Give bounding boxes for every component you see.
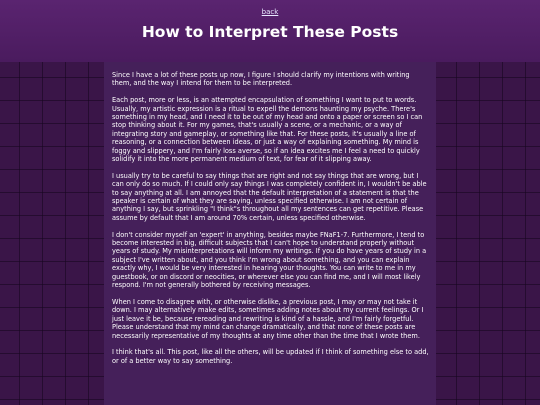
page-title: How to Interpret These Posts bbox=[141, 23, 399, 41]
paragraph: I usually try to be careful to say things that are right and not say things that are wrong, but I can only do so much. If I could only say things I was completely confident in, I wouldn't be able to say anything at all. I am annoyed that the default interpretation of a statement is that the speaker is certain of what they are saying, unless specified otherwise. I am not certain of anything I say, but sprinkling "I think"s throughout all my sentences can get repetitive. Please assume by default that I am around 70% certain, unless specified otherwise. bbox=[112, 171, 427, 222]
paragraph: Each post, more or less, is an attempted encapsulation of something I want to put to words. Usually, my artistic expression is a ritual to expell the demons haunting my psyche. There's something in my head, and I need it to be out of my head and onto a paper or screen so I can stop thinking about it. For my games, that's usually a scene, or a mechanic, or a way of integrating story and gameplay, or something like that. For these posts, it's usually a line of reasoning, or a connection between ideas, or just a way of explaining something. My mind is foggy and slippery, and I'm fairly loss averse, so if an idea excites me I feel a need to quickly solidify it into the more permanent medium of text, for fear of it slipping away. bbox=[112, 96, 423, 164]
back-link[interactable]: back bbox=[261, 8, 279, 16]
page-header bbox=[0, 0, 540, 62]
post-body bbox=[112, 71, 430, 374]
paragraph: I don't consider myself an 'expert' in anything, besides maybe FNaF1-7. Furthermore, I tend to become interested in big, difficult subjects that I can't hope to understand properly without years of study. My misinterpretations will inform my writings. If you do have years of study in a subject I've written about, and you think I'm wrong about something, and you can explain exactly why, I would be very interested in hearing your thoughts. You can write to me in my guestbook, or on discord or neocities, or wherever else you can find me, and I will most likely respond. I'm not generally bothered by receiving messages. bbox=[112, 230, 427, 290]
paragraph: When I come to disagree with, or otherwise dislike, a previous post, I may or may not take it down. I may alternatively make edits, sometimes adding notes about my current feelings. Or I just leave it be, because rereading and rewriting is kind of a hassle, and I'm fairly forgetful. Please understand that my mind can change dramatically, and that none of these posts are necessarily representative of my thoughts at any time other than the time that I wrote them. bbox=[112, 297, 424, 340]
paragraph: Since I have a lot of these posts up now, I figure I should clarify my intentions with writing them, and the way I intend for them to be interpreted. bbox=[112, 71, 410, 88]
paragraph: I think that's all. This post, like all the others, will be updated if I think of something else to add, or of a better way to say something. bbox=[112, 348, 429, 365]
